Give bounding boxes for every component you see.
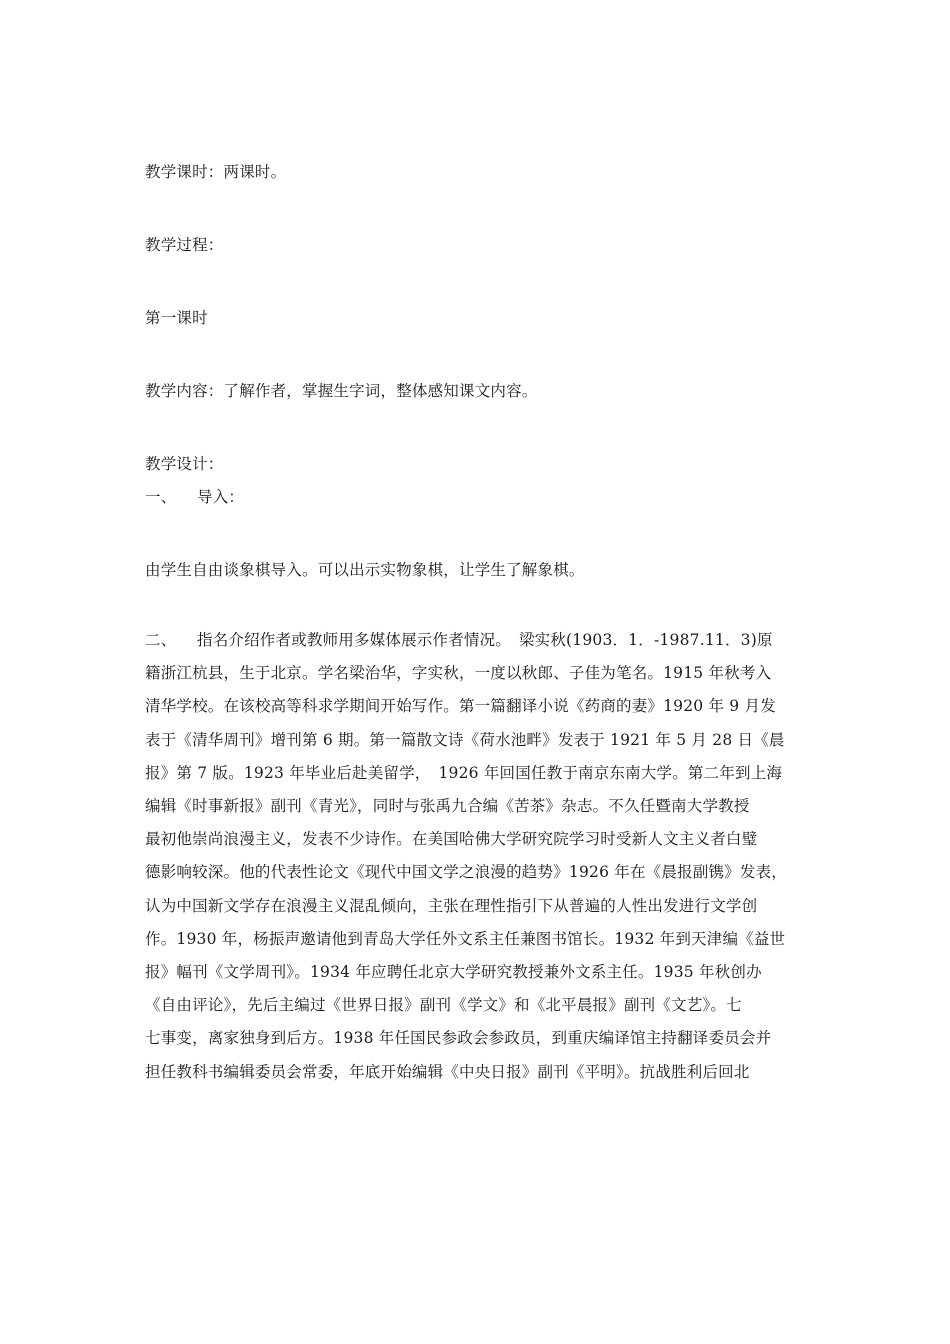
paragraph-line: 表于《清华周刊》增刊第 6 期。第一篇散文诗《荷水池畔》发表于 1921 年 5 月 28 日《晨 [145,730,785,749]
process-heading: 教学过程： [145,236,224,254]
class-hours-line: 教学课时：两课时。 [145,163,287,181]
paragraph-line: 籍浙江杭县，生于北京。学名梁治华，字实秋，一度以秋郎、子佳为笔名。1915 年秋考入 [145,664,772,683]
paragraph-line: 《自由评论》，先后主编过《世界日报》副刊《学文》和《北平晨报》副刊《文艺》。七 [145,996,742,1015]
paragraph-line: 作。1930 年，杨振声邀请他到青岛大学任外文系主任兼图书馆长。1932 年到天津编《益世 [145,929,786,948]
paragraph-line: 报》幅刊《文学周刊》。1934 年应聘任北京大学研究教授兼外文系主任。1935 年秋创办 [145,963,762,982]
step1-label: 导入： [197,488,245,506]
first-lesson-heading: 第一课时 [145,309,208,327]
paragraph-line: 认为中国新文学存在浪漫主义混乱倾向，主张在理性指引下从普遍的人性出发进行文学创 [145,896,758,915]
step1-text: 由学生自由谈象棋导入。可以出示实物象棋，让学生了解象棋。 [145,561,585,579]
paragraph-line: 编辑《时事新报》副刊《青光》，同时与张禹九合编《苦茶》杂志。不久任暨南大学教授 [145,797,750,816]
paragraph-line: 二、 指名介绍作者或教师用多媒体展示作者情况。 梁实秋(1903．1．-1987.11．3)原 [145,624,805,657]
content-line: 教学内容：了解作者，掌握生字词，整体感知课文内容。 [145,382,538,400]
step1-number: 一、 [145,488,177,506]
paragraph-line: 报》第 7 版。1923 年毕业后赴美留学， 1926 年回国任教于南京东南大学。第二年到上海 [145,763,783,782]
step1-heading [145,487,244,507]
paragraph-line: 七事变，离家独身到后方。1938 年任国民参政会参政员，到重庆编译馆主持翻译委员会并 [145,1029,772,1048]
paragraph-line: 德影响较深。他的代表性论文《现代中国文学之浪漫的趋势》1926 年在《晨报副镌》发表， [145,863,787,882]
paragraph-line: 担任教科书编辑委员会常委，年底开始编辑《中央日报》副刊《平明》。抗战胜利后回北 [145,1062,750,1081]
author-intro-paragraph [145,624,805,1089]
design-heading: 教学设计： [145,455,224,473]
step2-number: 二、 [145,631,177,649]
paragraph-line: 最初他崇尚浪漫主义，发表不少诗作。在美国哈佛大学研究院学习时受新人文主义者白璧 [145,830,758,849]
paragraph-line: 清华学校。在该校高等科求学期间开始写作。第一篇翻译小说《药商的妻》1920 年 9 月发 [145,697,776,716]
